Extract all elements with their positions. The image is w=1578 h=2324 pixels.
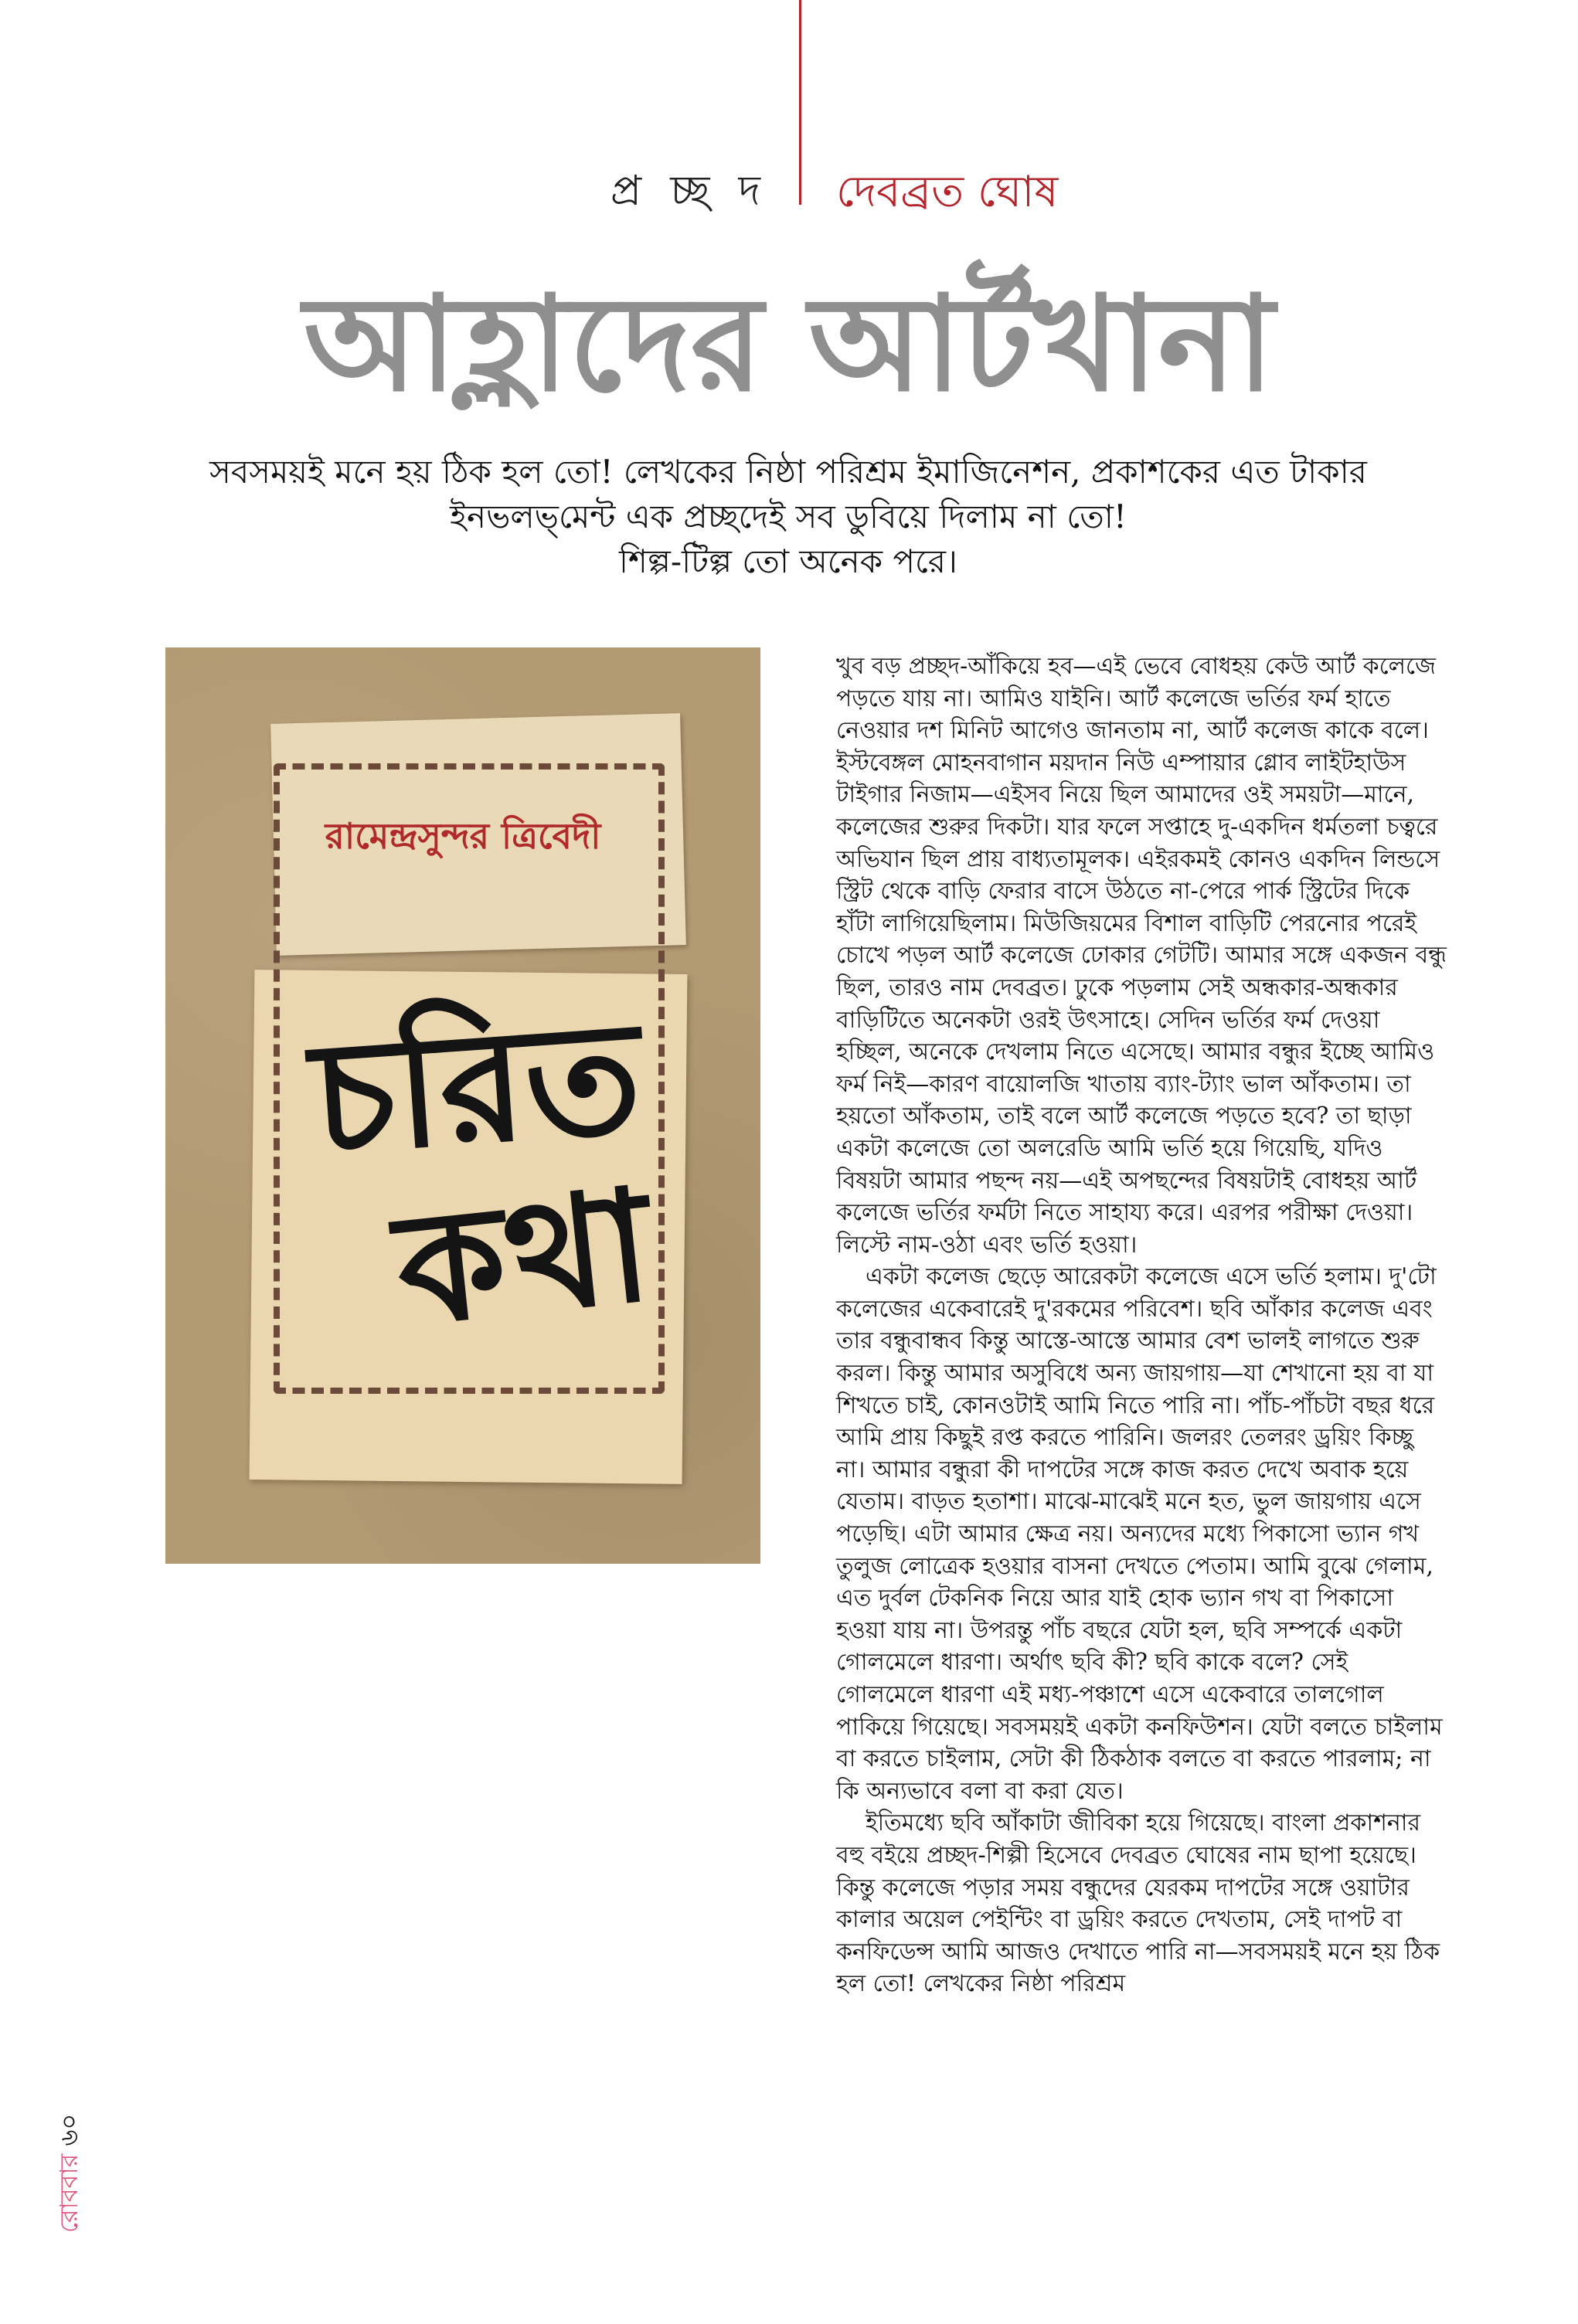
header-divider-rule xyxy=(799,0,801,205)
cover-title-line: চরিত xyxy=(306,985,647,1190)
article-body xyxy=(836,651,1447,2000)
article-paragraph: একটা কলেজ ছেড়ে আরেকটা কলেজে এসে ভর্তি হলাম। দু'টো কলেজের একেবারেই দু'রকমের পরিবেশ। ছবি আঁকার কলেজ এবং তার বন্ধুবান্ধব কিন্তু আস্তে-আস্তে আমার বেশ ভালই লাগতে শুরু করল। কিন্তু আমার অসুবিধে অন্য জায়গায়—যা শেখানো হয় বা যা শিখতে চাই, কোনওটাই আমি নিতে পারি না। পাঁচ-পাঁচটা বছর ধরে আমি প্রায় কিছুই রপ্ত করতে পারিনি। জলরং তেলরং ড্রয়িং কিচ্ছু না। আমার বন্ধুরা কী দাপটের সঙ্গে কাজ করত দেখে অবাক হয়ে যেতাম। বাড়ত হতাশা। মাঝে-মাঝেই মনে হত, ভুল জায়গায় এসে পড়েছি। এটা আমার ক্ষেত্র নয়। অন্যদের মধ্যে পিকাসো ভ্যান গখ তুলুজ লোত্রেক হওয়ার বাসনা দেখতে পেতাম। আমি বুঝে গেলাম, এত দুর্বল টেকনিক নিয়ে আর যাই হোক ভ্যান গখ বা পিকাসো হওয়া যায় না। উপরন্তু পাঁচ বছরে যেটা হল, ছবি সম্পর্কে একটা গোলমেলে ধারণা। অর্থাৎ ছবি কী? ছবি কাকে বলে? সেই গোলমেলে ধারণা এই মধ্য-পঞ্চাশে এসে একেবারে তালগোল পাকিয়ে গিয়েছে। সবসময়ই একটা কনফিউশন। যেটা বলতে চাইলাম বা করতে চাইলাম, সেটা কী ঠিকঠাক বলতে বা করতে পারলাম; না কি অন্যভাবে বলা বা করা যেত। xyxy=(836,1263,1443,1805)
section-label: প্র চ্ছ দ xyxy=(610,166,768,215)
page-number: ৬০ xyxy=(54,2113,83,2146)
standfirst xyxy=(185,450,1391,584)
magazine-name: রোববার xyxy=(54,2153,83,2233)
article-paragraph: ইতিমধ্যে ছবি আঁকাটা জীবিকা হয়ে গিয়েছে। বাংলা প্রকাশনার বহু বইয়ে প্রচ্ছদ-শিল্পী হিসেবে দেবব্রত ঘোষের নাম ছাপা হয়েছে। কিন্তু কলেজে পড়ার সময় বন্ধুদের যেরকম দাপটের সঙ্গে ওয়াটার কালার অয়েল পেইন্টিং বা ড্রয়িং করতে দেখতাম, সেই দাপট বা কনফিডেন্স আমি আজও দেখাতে পারি না—সবসময়ই মনে হয় ঠিক হল তো! লেখকের নিষ্ঠা পরিশ্রম xyxy=(836,1809,1440,1998)
article-paragraph: খুব বড় প্রচ্ছদ-আঁকিয়ে হব—এই ভেবে বোধহয় কেউ আর্ট কলেজে পড়তে যায় না। আমিও যাইনি। আর্ট কলেজে ভর্তির ফর্ম হাতে নেওয়ার দশ মিনিট আগেও জানতাম না, আর্ট কলেজ কাকে বলে। ইস্টবেঙ্গল মোহনবাগান ময়দান নিউ এম্পায়ার গ্লোব লাইটহাউস টাইগার নিজাম—এইসব নিয়ে ছিল আমাদের ওই সময়টা—মানে, কলেজের শুরুর দিকটা। যার ফলে সপ্তাহে দু-একদিন ধর্মতলা চত্বরে অভিযান ছিল প্রায় বাধ্যতামূলক। এইরকমই কোনও একদিন লিন্ডসে স্ট্রিট থেকে বাড়ি ফেরার বাসে উঠতে না-পেরে পার্ক স্ট্রিটের দিকে হাঁটা লাগিয়েছিলাম। মিউজিয়মের বিশাল বাড়িটি পেরনোর পরেই চোখে পড়ল আর্ট কলেজে ঢোকার গেটটি। আমার সঙ্গে একজন বন্ধু ছিল, তারও নাম দেবব্রত। ঢুকে পড়লাম সেই অন্ধকার-অন্ধকার বাড়িটিতে অনেকটা ওরই উৎসাহে। সেদিন ভর্তির ফর্ম দেওয়া হচ্ছিল, অনেকে দেখলাম নিতে এসেছে। আমার বন্ধুর ইচ্ছে আমিও ফর্ম নিই—কারণ বায়োলজি খাতায় ব্যাং-ট্যাং ভাল আঁকতাম। তা হয়তো আঁকতাম, তাই বলে আর্ট কলেজে পড়তে হবে? তা ছাড়া একটা কলেজে তো অলরেডি আমি ভর্তি হয়ে গিয়েছি, যদিও বিষয়টা আমার পছন্দ নয়—এই অপছন্দের বিষয়টাই বোধহয় আর্ট কলেজে ভর্তির ফর্মটা নিতে সাহায্য করে। এরপর পরীক্ষা দেওয়া। লিস্টে নাম-ওঠা এবং ভর্তি হওয়া। xyxy=(836,653,1447,1259)
book-cover-image xyxy=(165,647,760,1564)
standfirst-line: সবসময়ই মনে হয় ঠিক হল তো! লেখকের নিষ্ঠা পরিশ্রম ইমাজিনেশন, প্রকাশকের এত টাকার xyxy=(209,453,1367,491)
standfirst-line: ইনভলভ্‌মেন্ট এক প্রচ্ছদেই সব ডুবিয়ে দিলাম না তো! xyxy=(450,498,1127,535)
author-name: দেবব্রত ঘোষ xyxy=(836,167,1059,217)
page-footer xyxy=(49,2078,83,2233)
headline: আহ্লাদের আর্টখানা xyxy=(303,267,1275,421)
cover-author-name: রামেন্দ্রসুন্দর ত্রিবেদী xyxy=(325,815,601,857)
standfirst-line: শিল্প-টিল্প তো অনেক পরে। xyxy=(619,542,957,580)
cover-title-line: কথা xyxy=(388,1154,659,1361)
